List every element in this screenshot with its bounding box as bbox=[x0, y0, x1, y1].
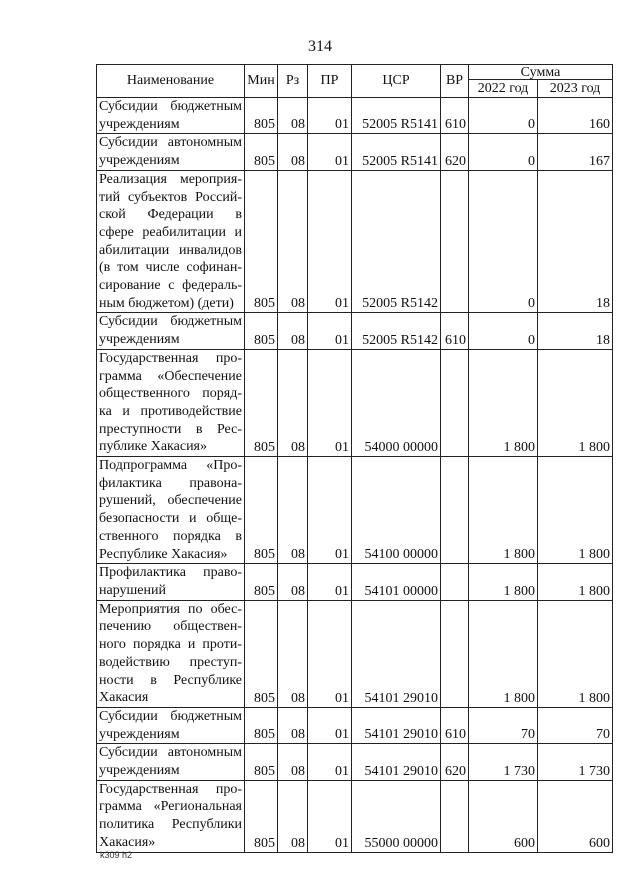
row-csr: 54101 29010 bbox=[352, 600, 441, 707]
row-rz: 08 bbox=[278, 170, 308, 313]
row-name bbox=[97, 349, 245, 456]
row-sum-2022: 1 800 bbox=[469, 457, 538, 564]
row-name-line: Хакасия» bbox=[99, 834, 156, 850]
row-name-line: учреждениям bbox=[99, 153, 180, 169]
row-pr: 01 bbox=[308, 134, 352, 170]
row-sum-2023: 1 800 bbox=[538, 600, 613, 707]
row-name bbox=[97, 564, 245, 600]
row-sum-2023: 160 bbox=[538, 98, 613, 134]
row-name-line: безопасности и обще- bbox=[99, 511, 242, 527]
row-name-line: общественного поряд- bbox=[99, 386, 242, 402]
row-csr: 52005 R5141 bbox=[352, 134, 441, 170]
row-csr: 54000 00000 bbox=[352, 349, 441, 456]
row-sum-2022: 0 bbox=[469, 313, 538, 349]
row-name-line: абилитации инвалидов bbox=[99, 242, 242, 258]
row-vr bbox=[441, 170, 469, 313]
row-sum-2022: 0 bbox=[469, 98, 538, 134]
row-name-line: сфере реабилитации и bbox=[99, 224, 242, 240]
row-sum-2023: 1 800 bbox=[538, 564, 613, 600]
table-row bbox=[97, 780, 613, 852]
row-vr bbox=[441, 564, 469, 600]
header-year-2023: 2023 год bbox=[538, 80, 613, 98]
row-sum-2023: 18 bbox=[538, 313, 613, 349]
row-name-line: ности в Республике bbox=[99, 672, 242, 688]
row-min: 805 bbox=[245, 313, 278, 349]
row-name-line: политика Республики bbox=[99, 817, 242, 833]
row-name-line: Реализация мероприя- bbox=[99, 171, 242, 187]
row-rz: 08 bbox=[278, 134, 308, 170]
row-name bbox=[97, 98, 245, 134]
row-name bbox=[97, 170, 245, 313]
row-name-line: нарушений bbox=[99, 582, 166, 598]
budget-table-body bbox=[97, 98, 613, 853]
row-sum-2022: 600 bbox=[469, 780, 538, 852]
row-csr: 54100 00000 bbox=[352, 457, 441, 564]
row-rz: 08 bbox=[278, 707, 308, 743]
row-vr: 610 bbox=[441, 98, 469, 134]
row-rz: 08 bbox=[278, 600, 308, 707]
row-name-line: преступности в Рес- bbox=[99, 421, 242, 437]
row-vr bbox=[441, 780, 469, 852]
row-min: 805 bbox=[245, 707, 278, 743]
row-pr: 01 bbox=[308, 780, 352, 852]
row-csr: 52005 R5142 bbox=[352, 170, 441, 313]
row-rz: 08 bbox=[278, 457, 308, 564]
row-name-line: Республике Хакасия» bbox=[99, 546, 228, 562]
row-vr: 620 bbox=[441, 744, 469, 780]
row-name-line: Государственная про- bbox=[99, 350, 242, 366]
row-rz: 08 bbox=[278, 313, 308, 349]
row-name-line: рушений, обеспечение bbox=[99, 493, 242, 509]
row-name-line: грамма «Обеспечение bbox=[99, 368, 242, 384]
row-sum-2023: 1 800 bbox=[538, 349, 613, 456]
row-csr: 52005 R5141 bbox=[352, 98, 441, 134]
row-name-line: Субсидии автономным bbox=[99, 745, 242, 761]
row-name-line: ным бюджетом) (дети) bbox=[99, 295, 234, 311]
table-row bbox=[97, 134, 613, 170]
row-name-line: учреждениям bbox=[99, 763, 180, 779]
row-sum-2023: 600 bbox=[538, 780, 613, 852]
row-name-line: Субсидии бюджетным bbox=[99, 708, 242, 724]
row-sum-2023: 1 800 bbox=[538, 457, 613, 564]
row-name bbox=[97, 457, 245, 564]
row-name-line: Подпрограмма «Про- bbox=[99, 458, 242, 474]
row-name-line: ственного порядка в bbox=[99, 528, 242, 544]
row-vr: 620 bbox=[441, 134, 469, 170]
row-name bbox=[97, 134, 245, 170]
row-sum-2022: 0 bbox=[469, 170, 538, 313]
row-csr: 54101 00000 bbox=[352, 564, 441, 600]
row-vr bbox=[441, 349, 469, 456]
row-name-line: Субсидии автономным bbox=[99, 135, 242, 151]
row-rz: 08 bbox=[278, 98, 308, 134]
row-name-line: тий субъектов Россий- bbox=[99, 189, 242, 205]
row-name-line: Хакасия bbox=[99, 690, 149, 706]
row-sum-2022: 1 730 bbox=[469, 744, 538, 780]
header-pr: ПР bbox=[308, 65, 352, 98]
row-min: 805 bbox=[245, 780, 278, 852]
table-row bbox=[97, 600, 613, 707]
row-name-line: учреждениям bbox=[99, 726, 180, 742]
row-rz: 08 bbox=[278, 564, 308, 600]
row-sum-2022: 1 800 bbox=[469, 600, 538, 707]
row-sum-2022: 1 800 bbox=[469, 564, 538, 600]
row-rz: 08 bbox=[278, 349, 308, 456]
budget-table bbox=[96, 64, 613, 853]
row-min: 805 bbox=[245, 744, 278, 780]
table-row bbox=[97, 564, 613, 600]
row-pr: 01 bbox=[308, 744, 352, 780]
row-sum-2023: 1 730 bbox=[538, 744, 613, 780]
table-row bbox=[97, 98, 613, 134]
row-csr: 54101 29010 bbox=[352, 707, 441, 743]
row-name-line: водействию преступ- bbox=[99, 654, 242, 670]
row-sum-2023: 70 bbox=[538, 707, 613, 743]
row-name-line: Мероприятия по обес- bbox=[99, 601, 242, 617]
row-name-line: учреждениям bbox=[99, 332, 180, 348]
table-row bbox=[97, 349, 613, 456]
row-sum-2023: 18 bbox=[538, 170, 613, 313]
row-name-line: публике Хакасия» bbox=[99, 439, 208, 455]
row-pr: 01 bbox=[308, 600, 352, 707]
row-name-line: Субсидии бюджетным bbox=[99, 99, 242, 114]
row-min: 805 bbox=[245, 600, 278, 707]
row-name-line: Субсидии бюджетным bbox=[99, 314, 242, 330]
table-row bbox=[97, 313, 613, 349]
row-min: 805 bbox=[245, 134, 278, 170]
row-sum-2022: 1 800 bbox=[469, 349, 538, 456]
row-pr: 01 bbox=[308, 313, 352, 349]
row-name-line: (в том числе софинан- bbox=[99, 260, 242, 276]
header-year-2022: 2022 год bbox=[469, 80, 538, 98]
row-pr: 01 bbox=[308, 457, 352, 564]
row-name-line: учреждениям bbox=[99, 116, 180, 132]
row-vr: 610 bbox=[441, 313, 469, 349]
row-pr: 01 bbox=[308, 170, 352, 313]
row-name-line: ской Федерации в bbox=[99, 207, 242, 223]
row-min: 805 bbox=[245, 349, 278, 456]
table-row bbox=[97, 744, 613, 780]
row-name-line: Профилактика право- bbox=[99, 565, 242, 581]
row-pr: 01 bbox=[308, 564, 352, 600]
row-pr: 01 bbox=[308, 349, 352, 456]
row-min: 805 bbox=[245, 170, 278, 313]
header-vr: ВР bbox=[441, 65, 469, 98]
table-row bbox=[97, 170, 613, 313]
row-name bbox=[97, 780, 245, 852]
row-sum-2022: 70 bbox=[469, 707, 538, 743]
table-row bbox=[97, 707, 613, 743]
row-rz: 08 bbox=[278, 780, 308, 852]
row-min: 805 bbox=[245, 98, 278, 134]
row-name bbox=[97, 707, 245, 743]
row-min: 805 bbox=[245, 564, 278, 600]
row-vr: 610 bbox=[441, 707, 469, 743]
row-csr: 52005 R5142 bbox=[352, 313, 441, 349]
row-rz: 08 bbox=[278, 744, 308, 780]
row-csr: 54101 29010 bbox=[352, 744, 441, 780]
row-name-line: грамма «Региональная bbox=[99, 799, 242, 815]
row-name-line: ка и противодействие bbox=[99, 403, 242, 419]
row-name-line: сирование с федераль- bbox=[99, 278, 242, 294]
header-name: Наименование bbox=[97, 65, 245, 98]
row-pr: 01 bbox=[308, 98, 352, 134]
header-min: Мин bbox=[245, 65, 278, 98]
row-csr: 55000 00000 bbox=[352, 780, 441, 852]
row-name-line: Государственная про- bbox=[99, 781, 242, 797]
row-pr: 01 bbox=[308, 707, 352, 743]
row-name-line: филактика правона- bbox=[99, 475, 242, 491]
row-name-line: ного порядка и проти- bbox=[99, 637, 242, 653]
table-row bbox=[97, 457, 613, 564]
footer-mark: k309 h2 bbox=[100, 850, 133, 860]
row-name bbox=[97, 313, 245, 349]
row-min: 805 bbox=[245, 457, 278, 564]
header-csr: ЦСР bbox=[352, 65, 441, 98]
row-sum-2023: 167 bbox=[538, 134, 613, 170]
header-sum: Сумма bbox=[469, 65, 613, 80]
header-rz: Рз bbox=[278, 65, 308, 98]
page-number: 314 bbox=[308, 38, 332, 55]
row-name-line: печению обществен- bbox=[99, 619, 242, 635]
row-name bbox=[97, 600, 245, 707]
row-name bbox=[97, 744, 245, 780]
row-sum-2022: 0 bbox=[469, 134, 538, 170]
row-vr bbox=[441, 457, 469, 564]
row-vr bbox=[441, 600, 469, 707]
